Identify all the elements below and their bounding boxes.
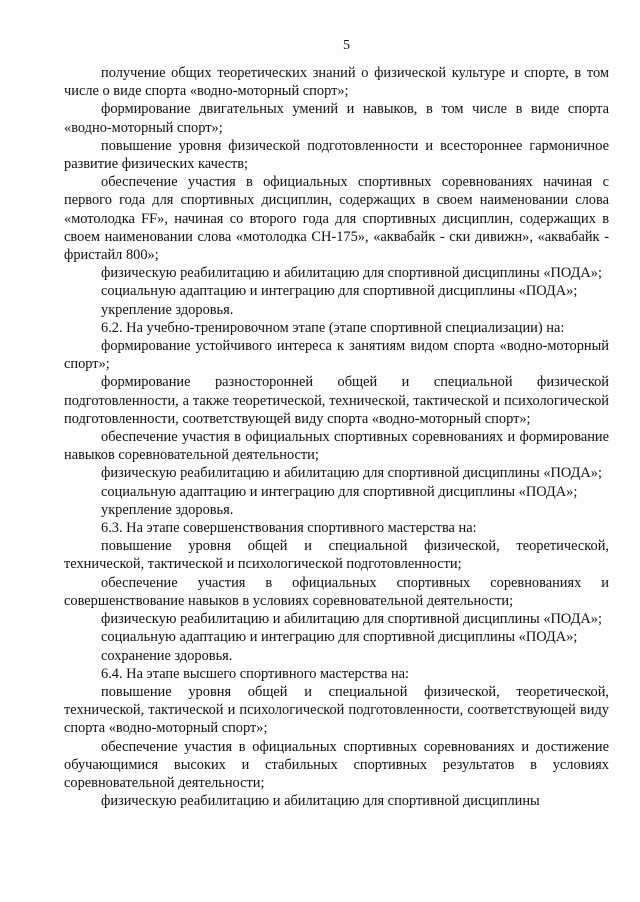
paragraph-interest: формирование устойчивого интереса к занятиям видом спорта «водно-моторный спорт»; xyxy=(64,338,609,373)
paragraph-competition-skills: обеспечение участия в официальных спортивных соревнованиях и формирование навыков соревновательной деятельности; xyxy=(64,429,609,464)
section-heading-6-4: 6.4. На этапе высшего спортивного мастерства на: xyxy=(101,665,410,682)
paragraph-social-adaptation: социальную адаптацию и интеграцию для спортивной дисциплины «ПОДА»; xyxy=(101,283,578,300)
paragraph-health: укрепление здоровья. xyxy=(101,501,234,518)
page-number: 5 xyxy=(343,38,350,53)
paragraph-social-adaptation: социальную адаптацию и интеграцию для спортивной дисциплины «ПОДА»; xyxy=(101,483,578,500)
paragraph-level-increase: повышение уровня общей и специальной физической, теоретической, технической, тактической и психологической подготовленности; xyxy=(64,538,609,573)
paragraph-versatile-training: формирование разносторонней общей и специальной физической подготовленности, а также теоретической, технической, тактической и психологической подготовленности, соответствующей виду спорта «водно-моторный спорт»; xyxy=(64,374,609,427)
section-heading-6-3: 6.3. На этапе совершенствования спортивного мастерства на: xyxy=(101,520,477,537)
paragraph-competition-improvement: обеспечение участия в официальных спортивных соревнованиях и совершенствование навыков в условиях соревновательной деятельности; xyxy=(64,574,609,609)
paragraph-rehabilitation: физическую реабилитацию и абилитацию для спортивной дисциплины «ПОДА»; xyxy=(101,265,602,282)
section-heading-6-2: 6.2. На учебно-тренировочном этапе (этапе спортивной специализации) на: xyxy=(101,319,565,336)
paragraph-rehabilitation: физическую реабилитацию и абилитацию для спортивной дисциплины «ПОДА»; xyxy=(101,465,602,482)
paragraph-rehabilitation: физическую реабилитацию и абилитацию для спортивной дисциплины «ПОДА»; xyxy=(101,611,602,628)
paragraph-health-preservation: сохранение здоровья. xyxy=(101,647,233,664)
paragraph-motor-skills: формирование двигательных умений и навыков, в том числе в виде спорта «водно-моторный спорт»; xyxy=(64,101,609,136)
paragraph-competition-participation: обеспечение участия в официальных спортивных соревнованиях начиная с первого года для спортивных дисциплин, содержащих в своем наименовании слова «мотолодка FF», начиная со второго года для спортивных дисциплин, содержащих в своем наименовании слова «мотолодка СН-175», «аквабайк - ски дивижн», «аквабайк - фристайл 800»; xyxy=(64,174,609,264)
paragraph-social-adaptation: социальную адаптацию и интеграцию для спортивной дисциплины «ПОДА»; xyxy=(101,629,578,646)
paragraph-physical-fitness: повышение уровня физической подготовленности и всестороннее гармоничное развитие физических качеств; xyxy=(64,137,609,173)
paragraph-general-knowledge: получение общих теоретических знаний о физической культуре и спорте, в том числе о виде спорта «водно-моторный спорт»; xyxy=(64,65,609,100)
paragraph-level-increase: повышение уровня общей и специальной физической, теоретической, технической, тактической и психологической подготовленности, соответствующей виду спорта «водно-моторный спорт»; xyxy=(64,683,609,737)
paragraph-rehabilitation: физическую реабилитацию и абилитацию для спортивной дисциплины xyxy=(101,793,540,810)
paragraph-health: укрепление здоровья. xyxy=(101,301,234,318)
paragraph-high-results: обеспечение участия в официальных спортивных соревнованиях и достижение обучающимися высоких и стабильных спортивных результатов в условиях соревновательной деятельности; xyxy=(64,738,609,791)
